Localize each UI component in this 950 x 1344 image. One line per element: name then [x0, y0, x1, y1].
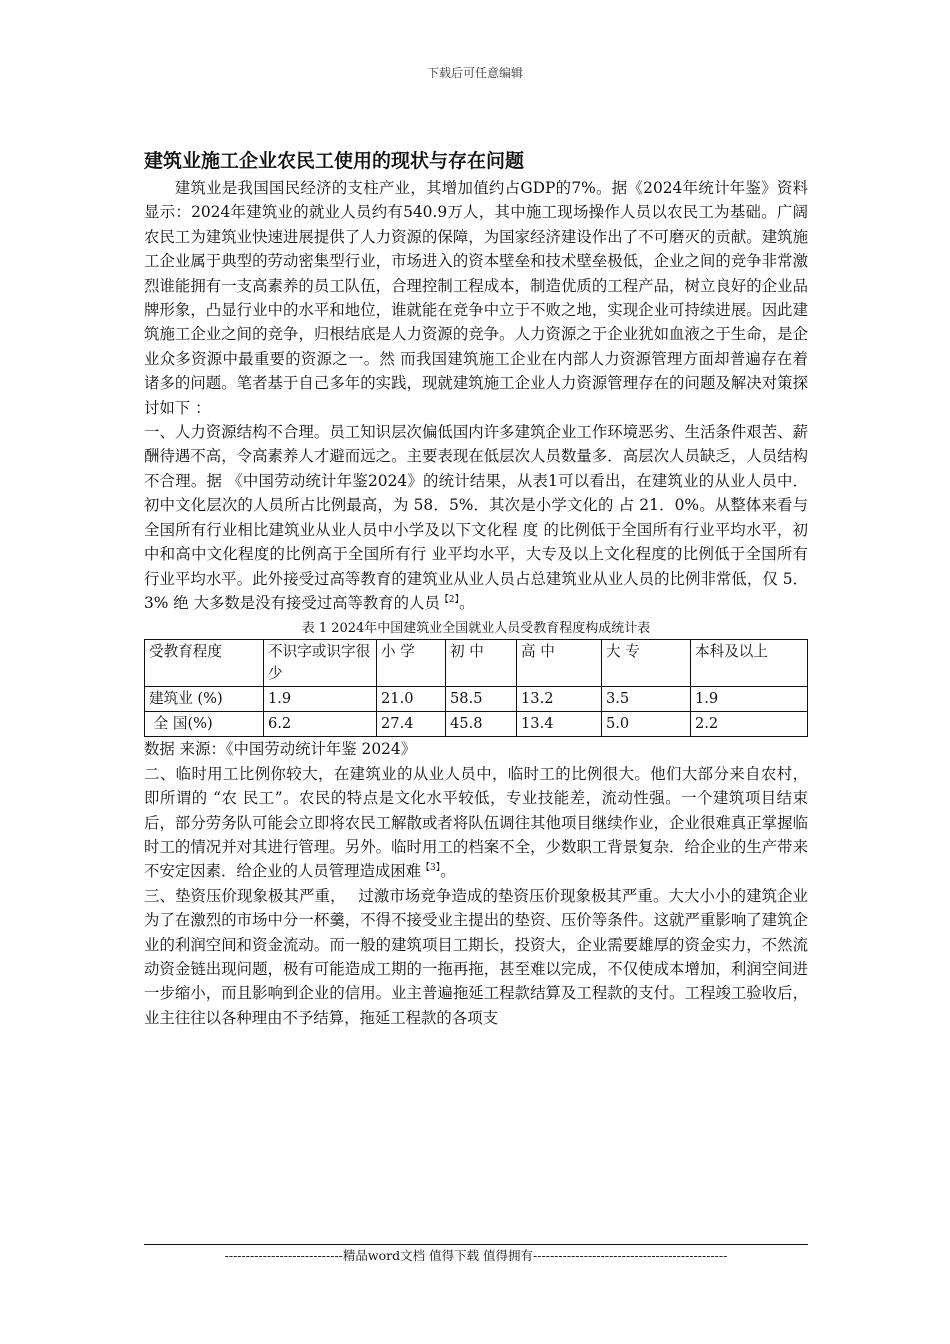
reference-2: 【2】 [439, 594, 460, 605]
table-cell: 13.4 [517, 712, 602, 737]
table-header-row [145, 640, 808, 687]
section-1-paragraph [144, 420, 808, 615]
education-table [144, 639, 808, 737]
section-2-end: 。 [440, 862, 456, 881]
section-1-text: 一、人力资源结构不合理。员工知识层次偏低国内许多建筑企业工作环境恶劣、生活条件艰苦、薪酬待遇不高，令高素养人才避而远之。主要表现在低层次人员数量多．高层次人员缺乏，人员结构不合理。据 《中国劳动统计年鉴2024》的统计结果，从表1可以看出，在建筑业的从业人员中．初中文化层次的人员所占比例最高，为 58．5%．其次是小学文化的 占 21．0%。从整体来看与全国所有行业相比建筑业从业人员中小学及以下文化程 度 的比例低于全国所有行业平均水平，初中和高中文化程度的比例高于全国所有行 业平均水平，大专及以上文化程度的比例低于全国所有行业平均水平。此外接受过高等教育的建筑业从业人员占总建筑业从业人员的比例非常低，仅 5．3% 绝 大多数是没有接受过高等教育的人员 [144, 423, 808, 612]
intro-paragraph: 建筑业是我国国民经济的支柱产业，其增加值约占GDP的7%。据《2024年统计年鉴》资料显示：2024年建筑业的就业人员约有540.9万人，其中施工现场操作人员以农民工为基础。广阔农民工为建筑业快速进展提供了人力资源的保障，为国家经济建设作出了不可磨灭的贡献。建筑施工企业属于典型的劳动密集型行业，市场进入的资本壁垒和技术壁垒极低，企业之间的竞争非常激烈谁能拥有一支高素养的员工队伍，合理控制工程成本，制造优质的工程产品，树立良好的企业品牌形象，凸显行业中的水平和地位，谁就能在竞争中立于不败之地，实现企业可持续进展。因此建筑施工企业之间的竞争，归根结底是人力资源的竞争。人力资源之于企业犹如血液之于生命，是企业众多资源中最重要的资源之一。然 而我国建筑施工企业在内部人力资源管理方面却普遍存在着诸多的问题。笔者基于自己多年的实践，现就建筑施工企业人力资源管理存在的问题及解决对策探讨如下 ： [144, 179, 808, 417]
document-title: 建筑业施工企业农民工使用的现状与存在问题 [144, 150, 525, 172]
document-body [144, 146, 808, 1030]
table-cell: 13.2 [517, 687, 602, 712]
section-3-paragraph: 三、垫资压价现象极其严重， 过激市场竞争造成的垫资压价现象极其严重。大大小小的建筑企业为了在激烈的市场中分一杯羹，不得不接受业主提出的垫资、压价等条件。这就严重影响了建筑企业的利润空间和资金流动。而一般的建筑项目工期长，投资大，企业需要雄厚的资金实力，不然流动资金链出现问题，极有可能造成工期的一拖再拖，甚至难以完成，不仅使成本增加，利润空间进一步缩小，而且影响到企业的信用。业主普遍拖延工程款结算及工程款的支付。工程竣工验收后，业主往往以各种理由不予结算，拖延工程款的各项支 [144, 886, 808, 1027]
section-2-paragraph [144, 762, 808, 884]
header-note: 下载后可任意编辑 [426, 66, 523, 80]
table-row [145, 687, 808, 712]
header-cell: 受教育程度 [145, 640, 264, 687]
row-label: 全 国(%) [145, 712, 264, 737]
row-label: 建筑业 (%) [145, 687, 264, 712]
table-cell: 27.4 [377, 712, 446, 737]
section-1-end: 。 [459, 593, 475, 612]
header-cell: 不识字或识字很少 [264, 640, 377, 687]
table-cell: 45.8 [446, 712, 517, 737]
table-source: 数据 来源：《中国劳动统计年鉴 2024》 [144, 740, 417, 759]
reference-3: 【3】 [421, 863, 441, 874]
table-cell: 3.5 [602, 687, 691, 712]
table-cell: 1.9 [264, 687, 377, 712]
table-cell: 21.0 [377, 687, 446, 712]
table-row [145, 712, 808, 737]
table-caption: 表 1 2024年中国建筑业全国就业人员受教育程度构成统计表 [301, 621, 651, 637]
section-2-text: 二、临时用工比例你较大，在建筑业的从业人员中，临时工的比例很大。他们大部分来自农村， 即所谓的 “农 民工”。农民的特点是文化水平较低，专业技能差，流动性强。一个建筑项目结束后，部分劳务队可能会立即将农民工解散或者将队伍调往其他项目继续作业，企业很难真正掌握临时工的情况并对其进行管理。另外。临时用工的档案不全，少数职工背景复杂．给企业的生产带来不安定因素．给企业的人员管理造成困难 [144, 764, 808, 881]
header-cell: 大 专 [602, 640, 691, 687]
footer-line: ----------------------------精品word文档 值得下载 值得拥有---------------------------------------------- [144, 1244, 808, 1265]
table-cell: 2.2 [691, 712, 808, 737]
header-cell: 小 学 [377, 640, 446, 687]
header-cell: 本科及以上 [691, 640, 808, 687]
table-cell: 1.9 [691, 687, 808, 712]
header-cell: 高 中 [517, 640, 602, 687]
header-cell: 初 中 [446, 640, 517, 687]
table-cell: 5.0 [602, 712, 691, 737]
table-cell: 58.5 [446, 687, 517, 712]
table-cell: 6.2 [264, 712, 377, 737]
